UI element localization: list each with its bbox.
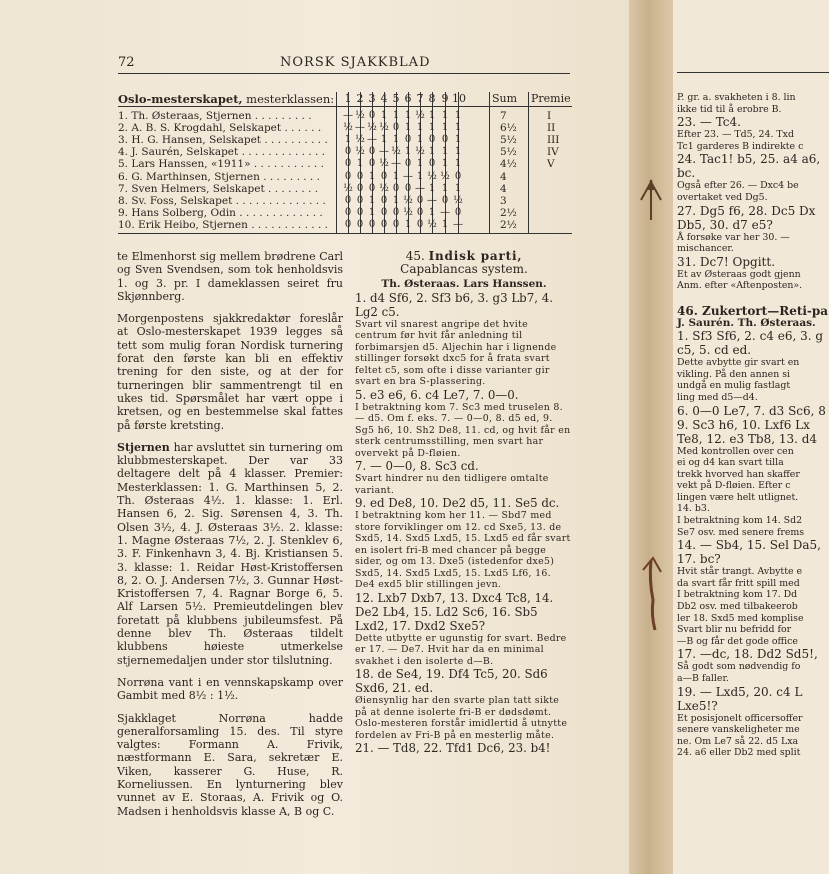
game-name: Indisk parti, <box>428 249 523 263</box>
score-sum: 6½ <box>500 122 517 135</box>
score-cell: ½ <box>415 110 425 121</box>
comment-line: Anm. efter «Aftenposten». <box>677 280 803 292</box>
game-number: 45. <box>405 249 425 263</box>
score-cell: — <box>415 182 425 194</box>
move-line: 23. — Tc4. <box>677 115 741 130</box>
score-cell: — <box>403 170 413 182</box>
column-header: 8 <box>428 92 436 105</box>
score-sum: 4 <box>500 170 507 183</box>
comment-line: Å forsøke var her 30. — <box>677 231 790 243</box>
comment: I betraktning kom her 11. — Sbd7 med store forviklinger om 12. cd Sxe5, 13. de Sxd5, 14. Sxd5 Lxd5, 15. Lxd5 ed får svart en isolert fri-B med chancer på begge sider, og om 13. Dxe5 (istedenfor dxe5) Sxd5, 14. Sxd5 Lxd5, 15. Lxd5 Lf6, 16. De4 exd5 blir stillingen jevn. <box>355 510 571 591</box>
score-cell: 0 <box>392 182 400 194</box>
score-cell: 0 <box>344 194 352 206</box>
paragraph <box>117 441 343 667</box>
score-cell: 1 <box>392 134 400 146</box>
score-cell: 0 <box>392 218 400 230</box>
column-header: 6 <box>404 92 412 105</box>
score-cell: 1 <box>454 122 462 134</box>
book-gutter <box>629 0 673 874</box>
move-line: Lxe5!? <box>677 698 718 713</box>
move-line: 6. 0—0 Le7, 7. d3 Sc6, 8 <box>677 403 826 418</box>
comment-line: overtaket ved Dg5. <box>677 191 768 203</box>
moves: 7. — 0—0, 8. Sc3 cd. <box>355 459 479 474</box>
score-cell: — <box>343 110 353 121</box>
table-row <box>118 122 321 134</box>
score-cell: 1 <box>368 194 376 206</box>
comment-line: vikling. På den annen si <box>677 368 791 380</box>
score-cell: ½ <box>403 206 413 218</box>
score-sum: 2½ <box>500 218 517 231</box>
score-cell: 0 <box>404 158 412 170</box>
table-title-bold: Oslo-mesterskapet, <box>118 92 243 106</box>
score-cell: ½ <box>379 182 389 194</box>
score-cell: 1 <box>428 146 436 158</box>
score-cell: 0 <box>380 206 388 218</box>
column-header: Premie <box>531 92 571 105</box>
right-page <box>673 0 829 874</box>
score-cell: ½ <box>367 122 377 134</box>
score-cell: 0 <box>368 146 376 158</box>
score-sum: 4½ <box>500 158 517 171</box>
player-name: 9. Hans Solberg, Odin . . . . . . . . . . . . . <box>118 206 323 219</box>
score-cell: 1 <box>441 218 449 230</box>
score-cell: 0 <box>344 218 352 230</box>
game-column <box>355 250 573 755</box>
score-cell: — <box>440 206 450 218</box>
game-title: 46. Zukertort—Reti-pa <box>677 303 829 318</box>
score-cell: ½ <box>343 122 353 134</box>
moves: 18. de Se4, 19. Df4 Tc5, 20. Sd6 Sxd6, 21. ed. <box>355 667 548 696</box>
comment-line: Svart blir nu befridd for <box>677 624 792 636</box>
score-cell: ½ <box>391 146 401 158</box>
score-sum: 4 <box>500 182 507 195</box>
comment-line: 24. a6 eller Db2 med split <box>677 747 801 759</box>
table-row <box>118 183 318 195</box>
column-rule <box>489 92 490 233</box>
player-name: 2. A. B. S. Krogdahl, Selskapet . . . . . . <box>118 122 322 135</box>
page-number: 72 <box>118 55 135 70</box>
score-sum: 3 <box>500 194 507 207</box>
player-name: 5. Lars Hanssen, «1911» . . . . . . . . . . . <box>118 158 324 171</box>
comment-line: I betraktning kom 14. Sd2 <box>677 515 803 527</box>
move-line: 17. bc? <box>677 552 721 567</box>
score-cell: 1 <box>441 110 449 121</box>
player-name: 1. Th. Østeraas, Stjernen . . . . . . . . . <box>118 110 312 122</box>
score-cell: 0 <box>454 206 462 218</box>
move-line: 27. Dg5 f6, 28. Dc5 Dx <box>677 203 816 218</box>
header-rule <box>677 72 829 73</box>
prize-rank: IV <box>547 146 559 159</box>
comment-line: Også efter 26. — Dxc4 be <box>677 180 799 192</box>
comment-line: vekt på D-fløien. Efter c <box>677 480 791 492</box>
game-title <box>355 250 573 263</box>
comment-line: Dette avbytte gir svart en <box>677 357 800 369</box>
prize-rank: V <box>547 158 555 171</box>
score-sum: 7 <box>500 110 507 122</box>
score-cell: 0 <box>368 110 376 121</box>
score-cell: 0 <box>344 170 352 182</box>
paragraph-text: har avsluttet sin turnering om klubbmesterskapet. Der var 33 deltagere delt på 4 klasser. Premier: Mesterklassen: 1. G. Marthinsen 5, 2. Th. Østeraas 4½. 1. klasse: 1. Erl. Hansen 6, 2. Sig. Sørensen 4, 3. Th. Olsen 3½, 4. J. Østeraas 3½. 2. klasse: 1. Magne Østeraas 7½, 2. J. Stenklev 6, 3. F. Finkenhavn 3, 4. Bj. Kristiansen 5. 3. klasse: 1. Reidar Høst-Kristoffersen 8, 2. O. J. Andersen 7½, 3. Gunnar Høst-Kristoffersen 7, 4. Ragnar Borge 6, 5. Alf Larsen 5½. Premieutdelingen blev foretatt på klubbens jubileumsfest. På denne blev Th. Østeraas tildelt klubbens høieste utmerkelse stjernemedaljen under stor tilslutning. <box>117 440 343 667</box>
player-name: 8. Sv. Foss, Selskapet . . . . . . . . . . . . . . <box>118 194 326 207</box>
move-line: bc. <box>677 166 696 181</box>
moves: 5. e3 e6, 6. c4 Le7, 7. 0—0. <box>355 387 519 402</box>
score-cell: — <box>391 158 401 170</box>
paragraph: Sjakklaget Norrøna hadde generalforsamling 15. des. Til styre valgtes: Formann A. Frivik, næstformann E. Sara, sekretær E. Viken, kasserer G. Huse, R. Korneliussen. En lynturnering blev vunnet av E. Storaas, A. Frivik og O. Madsen i henholdsvis klasse A, B og C. <box>117 711 343 818</box>
comment: Svart hindrer nu den tidligere omtalte variant. <box>355 473 549 496</box>
move-line: 17. —dc, 18. Dd2 Sd5!, <box>677 647 818 662</box>
score-cell: 1 <box>454 110 462 121</box>
score-cell: 1 <box>441 146 449 158</box>
score-cell: 0 <box>368 182 376 194</box>
score-cell: 0 <box>356 182 364 194</box>
prize-rank: II <box>547 122 556 135</box>
comment-line: undgå en mulig fastlagt <box>677 380 791 392</box>
score-cell: 0 <box>344 158 352 170</box>
comment-line: Med kontrollen over cen <box>677 445 794 457</box>
comment-line: lingen være helt utlignet. <box>677 491 799 503</box>
score-cell: 1 <box>454 182 462 194</box>
score-cell: ½ <box>403 194 413 206</box>
score-cell: 1 <box>404 122 412 134</box>
comment-line: 14. b3. <box>677 503 710 515</box>
score-cell: 0 <box>441 194 449 206</box>
score-cell: 1 <box>380 110 388 121</box>
score-cell: 0 <box>356 194 364 206</box>
column-header: 10 <box>452 92 466 105</box>
column-header: 9 <box>441 92 449 105</box>
score-cell: ½ <box>415 146 425 158</box>
comment-line: Hvit står trangt. Avbytte e <box>677 566 803 578</box>
score-cell: ½ <box>355 134 365 146</box>
move-line: 31. Dc7! Opgitt. <box>677 254 776 269</box>
score-cell: 0 <box>344 206 352 218</box>
score-cell: 1 <box>428 182 436 194</box>
score-cell: 0 <box>404 134 412 146</box>
score-cell: 1 <box>392 194 400 206</box>
score-cell: 0 <box>380 218 388 230</box>
score-cell: 0 <box>380 170 388 182</box>
score-sum: 2½ <box>500 206 517 219</box>
table-rule <box>118 106 572 107</box>
left-column <box>117 250 343 827</box>
score-cell: 1 <box>454 134 462 146</box>
comment-line: trekk hvorved han skaffer <box>677 468 800 480</box>
move-line: 14. — Sb4, 15. Sel Da5, <box>677 538 821 553</box>
comment-line: Et av Østeraas godt gjenn <box>677 268 801 280</box>
score-cell: 0 <box>416 206 424 218</box>
move-line: c5, 5. cd ed. <box>677 343 752 358</box>
comment-line: da svart får fritt spill med <box>677 577 800 589</box>
comment-line: Se7 osv. med senere frems <box>677 526 805 538</box>
paragraph: Morgenpostens sjakkredaktør foreslår at Oslo-mesterskapet 1939 legges så tett som mulig foran Nordisk turnering forat den første kan bli en effektiv trening for den siste, og at der for turneringen blir sammentrengt til en ukes tid. Spørsmålet har vært oppe i kretsen, og en bestemmelse skal fattes på første kretsting. <box>117 312 343 432</box>
score-cell: 1 <box>416 122 424 134</box>
comment-line: I betraktning kom 17. Dd <box>677 589 798 601</box>
score-cell: 0 <box>404 182 412 194</box>
score-cell: ½ <box>379 122 389 134</box>
score-cell: 1 <box>454 158 462 170</box>
comment-line: Så godt som nødvendig fo <box>677 661 801 673</box>
score-cell: 0 <box>368 218 376 230</box>
column-header: 2 <box>356 92 364 105</box>
table-title <box>118 92 334 106</box>
score-cell: ½ <box>440 170 450 182</box>
score-cell: 1 <box>404 218 412 230</box>
table-row <box>118 207 323 219</box>
table-row <box>118 195 326 207</box>
score-cell: 0 <box>416 194 424 206</box>
moves: 21. — Td8, 22. Tfd1 Dc6, 23. b4! <box>355 741 551 756</box>
move-line: 1. Sf3 Sf6, 2. c4 e6, 3. g <box>677 329 824 344</box>
paragraph: te Elmenhorst sig mellem brødrene Carl og Sven Svendsen, som tok henholdsvis 1. og 3. pr. I dameklassen seiret fru Skjønnberg. <box>117 250 343 303</box>
prize-rank: I <box>547 110 552 122</box>
player-name: 10. Erik Heibo, Stjernen . . . . . . . . . . . . <box>118 218 328 231</box>
comment-line: Efter 23. — Td5, 24. Txd <box>677 129 794 141</box>
comment-line: senere vanskeligheter me <box>677 724 800 736</box>
score-cell: 0 <box>416 218 424 230</box>
score-cell: 0 <box>392 122 400 134</box>
score-cell: ½ <box>379 158 389 170</box>
column-header: Sum <box>492 92 518 105</box>
column-rule <box>528 92 529 233</box>
player-name: 7. Sven Helmers, Selskapet . . . . . . . . <box>118 182 319 195</box>
move-line: Te8, 12. e3 Tb8, 13. d4 <box>677 431 818 446</box>
game-subtitle: Capablancas system. <box>400 262 528 277</box>
pencil-mark-icon <box>631 160 671 640</box>
move-line: Db5, 30. d7 e5? <box>677 217 773 232</box>
score-cell: 1 <box>428 122 436 134</box>
player-name: 4. J. Saurén, Selskapet . . . . . . . . . . . . . <box>118 146 326 159</box>
score-cell: 1 <box>428 110 436 121</box>
comment: Dette utbytte er ugunstig for svart. Bedre er 17. — De7. Hvit har da en minimal svakhet i den isolerte d—B. <box>355 632 567 667</box>
comment-line: Et posisjonelt officersoffer <box>677 712 803 724</box>
score-cell: 0 <box>428 158 436 170</box>
comment: Øiensynlig har den svarte plan tatt sikte på at denne isolerte fri-B er dødsdømt. Oslo-mesteren forstår imidlertid å utnytte fordelen av Fri-B på en mesterlig måte. <box>355 695 568 741</box>
comment-line: ling med d5—d4. <box>677 391 758 403</box>
column-header: 3 <box>368 92 376 105</box>
prize-rank: III <box>547 134 560 147</box>
right-page-column <box>677 92 829 759</box>
score-cell: 1 <box>404 110 412 121</box>
score-cell: 1 <box>356 158 364 170</box>
move-line: 24. Tac1! b5, 25. a4 a6, <box>677 152 821 167</box>
paragraph: Norrøna vant i en vennskapskamp over Gambit med 8½ : 1½. <box>117 675 343 703</box>
score-cell: 0 <box>428 134 436 146</box>
score-cell: 1 <box>392 170 400 182</box>
comment: Svart vil snarest angripe det hvite centrum før hvit får anledning til forbimarsjen d5. Aljechin har i lignende stillinger forsøkt dxc5 for å frata svart feltet c5, som ofte i disse varianter gir svart en bra S-plassering. <box>355 318 557 388</box>
score-cell: ½ <box>427 218 437 230</box>
score-cell: 1 <box>416 170 424 182</box>
score-cell: 1 <box>416 134 424 146</box>
table-row <box>118 146 325 158</box>
moves: 1. d4 Sf6, 2. Sf3 b6, 3. g3 Lb7, 4. Lg2 c5. <box>355 290 553 319</box>
score-cell: 1 <box>404 146 412 158</box>
comment-line: ei og d4 kan svart tilla <box>677 457 784 469</box>
table-title-rest: mesterklassen: <box>242 92 335 106</box>
table-row <box>118 134 328 146</box>
score-cell: 1 <box>368 170 376 182</box>
table-row <box>118 110 312 122</box>
score-cell: 0 <box>356 206 364 218</box>
table-row <box>118 171 320 183</box>
score-cell: 0 <box>356 170 364 182</box>
score-cell: — <box>379 146 389 158</box>
score-cell: ½ <box>453 194 463 206</box>
column-header: 5 <box>392 92 400 105</box>
score-sum: 5½ <box>500 134 517 147</box>
comment-line: Db2 osv. med tilbakeerob <box>677 601 798 613</box>
table-row <box>118 219 328 231</box>
comment-line: Tc1 garderes B indirekte c <box>677 140 804 152</box>
page-header <box>118 55 570 74</box>
score-cell: 1 <box>441 122 449 134</box>
score-cell: 1 <box>380 134 388 146</box>
table-row <box>118 158 324 170</box>
moves: 12. Lxb7 Dxb7, 13. Dxc4 Tc8, 14. De2 Lb4, 15. Ld2 Sc6, 16. Sb5 Lxd2, 17. Dxd2 Sxe5? <box>355 590 554 633</box>
column-header: 4 <box>380 92 388 105</box>
player-name: 3. H. G. Hansen, Selskapet . . . . . . . . . . <box>118 134 328 147</box>
score-cell: — <box>453 218 463 230</box>
score-cell: ½ <box>343 182 353 194</box>
comment-line: —B og får det gode office <box>677 635 798 647</box>
score-cell: 1 <box>416 158 424 170</box>
score-cell: ½ <box>355 110 365 121</box>
score-cell: — <box>427 194 437 206</box>
score-cell: 1 <box>441 158 449 170</box>
score-cell: 0 <box>380 194 388 206</box>
score-cell: 1 <box>454 146 462 158</box>
score-cell: 0 <box>344 146 352 158</box>
score-cell: — <box>355 122 365 134</box>
comment-line: ikke tid til å erobre B. <box>677 103 782 115</box>
player-name: 6. G. Marthinsen, Stjernen . . . . . . . . . <box>118 170 320 183</box>
score-cell: 1 <box>368 206 376 218</box>
comment-line: ler 18. Sxd5 med komplise <box>677 612 804 624</box>
comment-line: ne. Om Le7 så 22. d5 Lxa <box>677 735 799 747</box>
score-cell: 0 <box>368 158 376 170</box>
club-name: Stjernen <box>117 440 170 454</box>
score-sum: 5½ <box>500 146 517 159</box>
score-cell: ½ <box>355 146 365 158</box>
score-cell: 0 <box>454 170 462 182</box>
comment-line: a—B faller. <box>677 673 729 684</box>
comment-line: P. gr. a. svakheten i 8. lin <box>677 92 796 103</box>
table-rule <box>118 233 572 234</box>
score-cell: 1 <box>441 182 449 194</box>
column-header: 7 <box>416 92 424 105</box>
score-cell: 1 <box>392 110 400 121</box>
comment-line: mischancer. <box>677 243 734 255</box>
move-line: 19. — Lxd5, 20. c4 L <box>677 684 803 699</box>
score-cell: — <box>367 134 377 146</box>
score-cell: 0 <box>356 218 364 230</box>
score-cell: 1 <box>428 206 436 218</box>
moves: 9. ed De8, 10. De2 d5, 11. Se5 dc. <box>355 496 560 511</box>
column-header: 1 <box>344 92 352 105</box>
score-cell: 0 <box>392 206 400 218</box>
score-cell: 0 <box>441 134 449 146</box>
game-players: J. Saurén. Th. Østeraas. <box>677 316 816 329</box>
score-cell: ½ <box>427 170 437 182</box>
column-rule <box>336 92 337 233</box>
journal-title: NORSK SJAKKBLAD <box>280 55 431 70</box>
game-players: Th. Østeraas. Lars Hanssen. <box>381 277 547 290</box>
comment: I betraktning kom 7. Sc3 med truselen 8. — d5. Om f. eks. 7. — 0—0, 8. d5 ed, 9. Sg5 h6, 10. Sh2 De8, 11. cd, og hvit får en sterk centrumsstilling, men svart har overvekt på D-fløien. <box>355 401 571 459</box>
score-cell: 1 <box>344 134 352 146</box>
move-line: 9. Sc3 h6, 10. Lxf6 Lx <box>677 417 810 432</box>
